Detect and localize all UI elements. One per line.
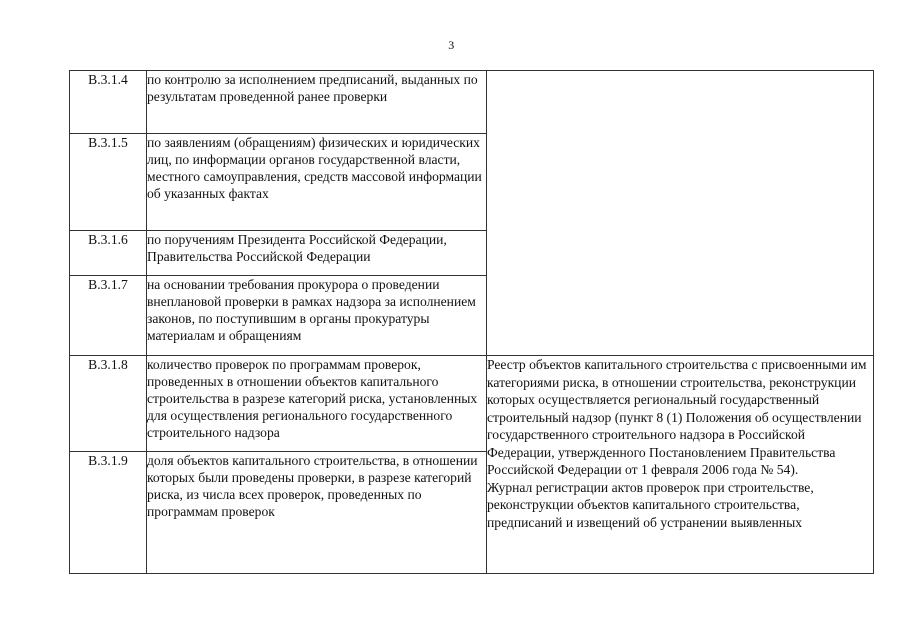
row-code: В.3.1.5 xyxy=(70,134,147,231)
source-cell xyxy=(487,356,874,574)
page-number: 3 xyxy=(448,38,455,52)
row-code: В.3.1.6 xyxy=(70,231,147,276)
table-row xyxy=(70,356,874,452)
table-row xyxy=(70,71,874,134)
row-code: В.3.1.9 xyxy=(70,452,147,574)
indicator-table xyxy=(69,70,874,574)
row-text: по контролю за исполнением предписаний, выданных по результатам проведенной ранее проверки xyxy=(147,71,487,134)
source-paragraph-journal: Журнал регистрации актов проверок при строительстве, реконструкции объектов капитального строительства, предписаний и извещений об устранении выявленных xyxy=(487,479,814,530)
source-cell-empty xyxy=(487,71,874,356)
row-text: по поручениям Президента Российской Федерации, Правительства Российской Федерации xyxy=(147,231,487,276)
row-code: В.3.1.4 xyxy=(70,71,147,134)
source-paragraph-registry: Реестр объектов капитального строительства с присвоенными им категориями риска, в отношении строительства, реконструкции которых осуществляется региональный государственный строительный надзор (пункт 8 (1) Положения об осуществлении государственного строительного надзора в Российской Федерации, утвержденного Постановлением Правительства Российской Федерации от 1 февраля 2006 года № 54). xyxy=(487,357,867,477)
row-code: В.3.1.7 xyxy=(70,276,147,356)
row-text: по заявлениям (обращениям) физических и юридических лиц, по информации органов государственной власти, местного самоуправления, средств массовой информации об указанных фактах xyxy=(147,134,487,231)
row-text: количество проверок по программам проверок, проведенных в отношении объектов капитального строительства в разрезе категорий риска, установленных для осуществления регионального государственного строительного надзора xyxy=(147,356,487,452)
row-text: доля объектов капитального строительства, в отношении которых были проведены проверки, в разрезе категорий риска, из числа всех проверок, проведенных по программам проверок xyxy=(147,452,487,574)
row-text: на основании требования прокурора о проведении внеплановой проверки в рамках надзора за исполнением законов, по поступившим в органы прокуратуры материалам и обращениям xyxy=(147,276,487,356)
row-code: В.3.1.8 xyxy=(70,356,147,452)
